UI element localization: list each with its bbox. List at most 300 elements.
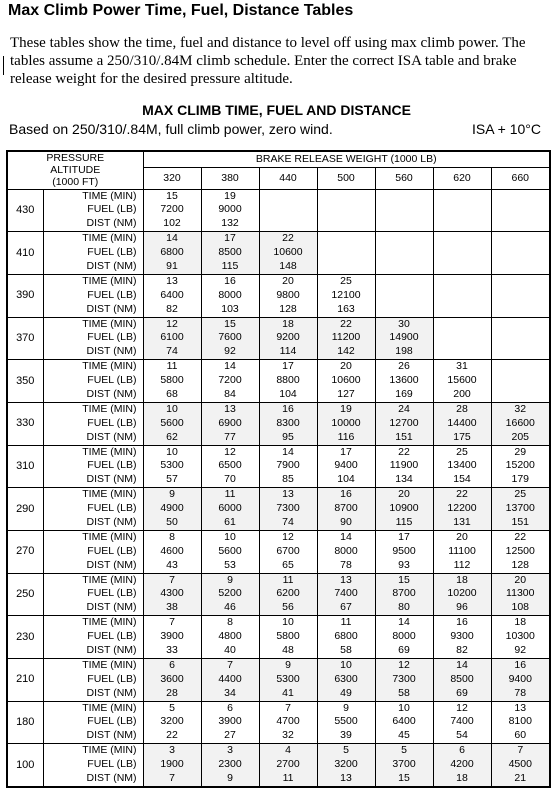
value-cell — [375, 360, 433, 403]
fuel-value: 9200 — [276, 331, 300, 344]
value-cell — [201, 616, 259, 659]
value-cell — [375, 573, 433, 616]
distance-value: 84 — [224, 387, 236, 400]
value-cell — [317, 744, 375, 787]
value-cell — [317, 274, 375, 317]
time-value: 11 — [224, 488, 236, 501]
value-cell — [375, 488, 433, 531]
table-row — [7, 402, 550, 445]
value-cell — [143, 488, 201, 531]
distance-value: 39 — [340, 729, 352, 742]
value-cell — [201, 488, 259, 531]
distance-value: 33 — [166, 644, 178, 656]
time-value: 7 — [227, 658, 233, 671]
time-value: 14 — [282, 445, 294, 458]
row-label: FUEL (LB) — [87, 374, 137, 387]
fuel-value: 5600 — [218, 544, 242, 557]
time-value: 5 — [169, 701, 175, 714]
time-value: 17 — [282, 360, 294, 373]
row-labels-cell — [43, 701, 143, 744]
altitude-cell: 290 — [7, 488, 43, 531]
fuel-value: 7300 — [392, 672, 416, 685]
value-cell — [201, 232, 259, 275]
row-labels-cell — [43, 530, 143, 573]
row-label: DIST (NM) — [86, 772, 137, 785]
value-cell — [317, 658, 375, 701]
distance-value: 11 — [282, 772, 294, 785]
distance-value: 127 — [337, 387, 355, 400]
value-cell — [143, 573, 201, 616]
fuel-value: 4900 — [160, 502, 184, 515]
distance-value: 92 — [514, 644, 527, 656]
time-value: 10 — [166, 402, 178, 415]
value-cell — [143, 402, 201, 445]
distance-value: 45 — [398, 729, 410, 742]
fuel-value: 10000 — [331, 416, 361, 429]
empty-cell — [491, 274, 550, 317]
row-label: TIME (MIN) — [82, 488, 137, 501]
time-value: 13 — [514, 701, 527, 714]
distance-value: 154 — [453, 473, 471, 486]
time-value: 19 — [224, 189, 236, 202]
row-labels-cell — [43, 360, 143, 403]
value-cell — [259, 445, 317, 488]
time-value: 14 — [456, 658, 468, 671]
fuel-value: 6800 — [160, 246, 184, 259]
distance-value: 58 — [340, 644, 352, 656]
fuel-value: 6400 — [160, 288, 184, 301]
value-cell — [201, 402, 259, 445]
altitude-cell: 430 — [7, 189, 43, 232]
time-value: 25 — [514, 488, 527, 501]
distance-value: 74 — [282, 515, 294, 528]
distance-value: 114 — [279, 345, 297, 358]
row-labels-cell — [43, 402, 143, 445]
time-value: 9 — [343, 701, 349, 714]
time-value: 12 — [224, 445, 236, 458]
fuel-value: 15200 — [505, 459, 535, 472]
time-value: 7 — [517, 744, 524, 757]
row-label: DIST (NM) — [86, 345, 137, 358]
row-label: DIST (NM) — [86, 259, 137, 272]
empty-cell — [491, 232, 550, 275]
row-labels-cell — [43, 616, 143, 659]
table-row — [7, 189, 550, 232]
time-value: 15 — [166, 189, 178, 202]
distance-value: 115 — [395, 515, 413, 528]
value-cell — [259, 573, 317, 616]
distance-value: 82 — [166, 302, 178, 315]
fuel-value: 8100 — [508, 715, 532, 728]
section-heading: Max Climb Power Time, Fuel, Distance Tables — [8, 2, 354, 19]
time-value: 24 — [398, 402, 410, 415]
time-value: 8 — [227, 616, 233, 629]
value-cell — [143, 232, 201, 275]
distance-value: 9 — [227, 772, 233, 785]
value-cell — [259, 488, 317, 531]
value-cell — [433, 530, 491, 573]
distance-value: 96 — [456, 601, 468, 614]
value-cell — [201, 658, 259, 701]
distance-value: 148 — [279, 259, 297, 272]
row-label: TIME (MIN) — [82, 360, 137, 373]
fuel-value: 6500 — [218, 459, 242, 472]
value-cell — [433, 488, 491, 531]
fuel-value: 6700 — [276, 544, 300, 557]
intro-paragraph: These tables show the time, fuel and distance to level off using max climb power. The tables assume a 250/310/.84M climb schedule. Enter the correct ISA table and brake release weight for the desired pressure altitude. — [10, 35, 526, 87]
distance-value: 82 — [456, 644, 468, 656]
distance-value: 151 — [511, 515, 530, 528]
distance-value: 104 — [337, 473, 355, 486]
fuel-value: 12500 — [505, 544, 535, 557]
fuel-value: 2300 — [218, 758, 242, 771]
value-cell — [143, 701, 201, 744]
value-cell — [491, 658, 550, 701]
time-value: 6 — [169, 658, 175, 671]
value-cell — [201, 274, 259, 317]
empty-cell — [433, 274, 491, 317]
altitude-header-line: (1000 FT) — [52, 176, 99, 189]
time-value: 11 — [282, 573, 294, 586]
time-value: 29 — [514, 445, 527, 458]
distance-value: 13 — [340, 772, 352, 785]
time-value: 12 — [166, 317, 178, 330]
row-label: FUEL (LB) — [87, 203, 137, 216]
row-label: FUEL (LB) — [87, 630, 137, 643]
time-value: 8 — [169, 530, 175, 543]
value-cell — [433, 402, 491, 445]
distance-value: 58 — [398, 686, 410, 699]
table-row — [7, 274, 550, 317]
value-cell — [201, 189, 259, 232]
time-value: 10 — [224, 530, 236, 543]
row-label: DIST (NM) — [86, 473, 137, 486]
time-value: 26 — [398, 360, 410, 373]
value-cell — [201, 530, 259, 573]
fuel-value: 5800 — [160, 374, 184, 387]
value-cell — [259, 360, 317, 403]
row-label: TIME (MIN) — [82, 189, 137, 202]
row-label: FUEL (LB) — [87, 288, 137, 301]
fuel-value: 14900 — [389, 331, 419, 344]
row-label: TIME (MIN) — [82, 317, 137, 330]
time-value: 20 — [514, 573, 527, 586]
value-cell — [143, 445, 201, 488]
distance-value: 18 — [456, 772, 468, 785]
time-value: 22 — [340, 317, 352, 330]
fuel-value: 7200 — [160, 203, 184, 216]
value-cell — [491, 445, 550, 488]
time-value: 15 — [224, 317, 236, 330]
value-cell — [259, 402, 317, 445]
empty-cell — [375, 274, 433, 317]
distance-value: 78 — [514, 686, 527, 699]
table-row — [7, 445, 550, 488]
fuel-value: 4300 — [160, 587, 184, 600]
value-cell — [143, 189, 201, 232]
altitude-cell: 210 — [7, 658, 43, 701]
row-label: TIME (MIN) — [82, 445, 137, 458]
altitude-cell: 230 — [7, 616, 43, 659]
row-label: FUEL (LB) — [87, 502, 137, 515]
time-value: 10 — [282, 616, 294, 629]
distance-value: 69 — [456, 686, 468, 699]
fuel-value: 4200 — [450, 758, 474, 771]
distance-value: 74 — [166, 345, 178, 358]
distance-value: 7 — [169, 772, 175, 785]
distance-value: 50 — [166, 515, 178, 528]
altitude-header-line: ALTITUDE — [50, 164, 101, 177]
fuel-value: 3600 — [160, 672, 184, 685]
value-cell — [143, 616, 201, 659]
time-value: 6 — [459, 744, 465, 757]
distance-value: 57 — [166, 473, 178, 486]
climb-performance-table — [6, 150, 551, 788]
fuel-value: 9400 — [508, 672, 532, 685]
time-value: 13 — [340, 573, 352, 586]
value-cell — [317, 402, 375, 445]
table-row — [7, 360, 550, 403]
distance-value: 78 — [340, 558, 352, 571]
value-cell — [491, 701, 550, 744]
time-value: 5 — [401, 744, 407, 757]
value-cell — [433, 445, 491, 488]
fuel-value: 3900 — [160, 630, 184, 643]
time-value: 7 — [169, 616, 175, 629]
distance-value: 90 — [340, 515, 352, 528]
distance-value: 205 — [511, 430, 530, 443]
value-cell — [433, 616, 491, 659]
time-value: 3 — [169, 744, 175, 757]
distance-value: 49 — [340, 686, 352, 699]
value-cell — [201, 744, 259, 787]
fuel-value: 10900 — [389, 502, 419, 515]
table-row — [7, 317, 550, 360]
value-cell — [491, 573, 550, 616]
fuel-value: 11300 — [506, 587, 535, 600]
distance-value: 131 — [453, 515, 471, 528]
isa-condition: ISA + 10°C — [471, 121, 541, 137]
distance-value: 151 — [395, 430, 413, 443]
row-label: DIST (NM) — [86, 558, 137, 571]
table-row — [7, 232, 550, 275]
value-cell — [259, 744, 317, 787]
distance-value: 134 — [395, 473, 413, 486]
fuel-value: 3200 — [160, 715, 184, 728]
time-value: 20 — [398, 488, 410, 501]
row-label: DIST (NM) — [86, 217, 137, 230]
row-labels-cell — [43, 445, 143, 488]
value-cell — [491, 744, 550, 787]
distance-value: 48 — [282, 644, 294, 656]
row-label: DIST (NM) — [86, 515, 137, 528]
value-cell — [433, 701, 491, 744]
time-value: 10 — [340, 658, 352, 671]
fuel-value: 6200 — [276, 587, 300, 600]
empty-cell — [433, 232, 491, 275]
empty-cell — [317, 189, 375, 232]
fuel-value: 5800 — [276, 630, 300, 643]
fuel-value: 9800 — [276, 288, 300, 301]
distance-value: 53 — [224, 558, 236, 571]
empty-cell — [375, 232, 433, 275]
fuel-value: 5300 — [276, 672, 300, 685]
distance-value: 67 — [340, 601, 352, 614]
row-labels-cell — [43, 658, 143, 701]
value-cell — [317, 360, 375, 403]
fuel-value: 7900 — [276, 459, 300, 472]
fuel-value: 8500 — [218, 246, 242, 259]
distance-value: 62 — [166, 430, 178, 443]
time-value: 13 — [282, 488, 294, 501]
fuel-value: 15600 — [447, 374, 477, 387]
time-value: 7 — [169, 573, 175, 586]
distance-value: 65 — [282, 558, 294, 571]
distance-value: 163 — [337, 302, 355, 315]
value-cell — [317, 445, 375, 488]
table-row — [7, 701, 550, 744]
altitude-column-header — [7, 151, 143, 189]
value-cell — [143, 744, 201, 787]
table-row — [7, 573, 550, 616]
empty-cell — [259, 189, 317, 232]
fuel-value: 10200 — [447, 587, 477, 600]
fuel-value: 5300 — [160, 459, 184, 472]
value-cell — [201, 317, 259, 360]
row-labels-cell — [43, 488, 143, 531]
fuel-value: 4500 — [508, 758, 532, 771]
distance-value: 70 — [224, 473, 236, 486]
fuel-value: 6300 — [334, 672, 358, 685]
distance-value: 115 — [221, 259, 239, 272]
distance-value: 200 — [453, 387, 471, 400]
distance-value: 91 — [166, 259, 178, 272]
fuel-value: 13600 — [389, 374, 419, 387]
fuel-value: 4400 — [218, 672, 242, 685]
row-label: TIME (MIN) — [82, 232, 137, 245]
fuel-value: 5600 — [160, 416, 184, 429]
time-value: 4 — [285, 744, 291, 757]
fuel-value: 3900 — [218, 715, 242, 728]
time-value: 13 — [166, 274, 178, 287]
fuel-value: 16600 — [505, 416, 535, 429]
time-value: 14 — [224, 360, 236, 373]
value-cell — [491, 616, 550, 659]
value-cell — [143, 658, 201, 701]
distance-value: 21 — [514, 772, 527, 785]
value-cell — [375, 445, 433, 488]
time-value: 20 — [282, 274, 294, 287]
distance-value: 32 — [282, 729, 294, 742]
fuel-value: 8500 — [450, 672, 474, 685]
distance-value: 27 — [224, 729, 236, 742]
value-cell — [375, 317, 433, 360]
altitude-cell: 100 — [7, 744, 43, 787]
value-cell — [491, 530, 550, 573]
value-cell — [259, 317, 317, 360]
distance-value: 93 — [398, 558, 410, 571]
time-value: 11 — [340, 616, 352, 629]
time-value: 5 — [343, 744, 349, 757]
distance-value: 128 — [279, 302, 297, 315]
empty-cell — [491, 317, 550, 360]
time-value: 20 — [340, 360, 352, 373]
time-value: 6 — [227, 701, 233, 714]
time-value: 11 — [166, 360, 178, 373]
row-label: TIME (MIN) — [82, 701, 137, 714]
value-cell — [201, 445, 259, 488]
weight-column-header: 560 — [375, 167, 433, 189]
fuel-value: 10300 — [505, 630, 535, 643]
time-value: 25 — [456, 445, 468, 458]
value-cell — [375, 402, 433, 445]
table-row — [7, 488, 550, 531]
distance-value: 80 — [398, 601, 410, 614]
fuel-value: 7400 — [450, 715, 474, 728]
time-value: 14 — [340, 530, 352, 543]
distance-value: 112 — [453, 558, 471, 571]
fuel-value: 6800 — [334, 630, 358, 643]
time-value: 16 — [224, 274, 236, 287]
time-value: 22 — [514, 530, 527, 543]
altitude-cell: 250 — [7, 573, 43, 616]
altitude-cell: 270 — [7, 530, 43, 573]
fuel-value: 5200 — [218, 587, 242, 600]
row-label: FUEL (LB) — [87, 246, 137, 259]
fuel-value: 8000 — [392, 630, 416, 643]
row-label: TIME (MIN) — [82, 616, 137, 629]
time-value: 9 — [169, 488, 175, 501]
row-label: TIME (MIN) — [82, 402, 137, 415]
row-label: FUEL (LB) — [87, 459, 137, 472]
fuel-value: 12700 — [389, 416, 419, 429]
value-cell — [433, 744, 491, 787]
row-label: DIST (NM) — [86, 644, 137, 656]
time-value: 12 — [456, 701, 468, 714]
fuel-value: 6900 — [218, 416, 242, 429]
time-value: 14 — [398, 616, 410, 629]
value-cell — [259, 274, 317, 317]
time-value: 18 — [282, 317, 294, 330]
time-value: 16 — [456, 616, 468, 629]
empty-cell — [433, 317, 491, 360]
time-value: 28 — [456, 402, 468, 415]
distance-value: 34 — [224, 686, 236, 699]
row-label: TIME (MIN) — [82, 274, 137, 287]
value-cell — [375, 530, 433, 573]
distance-value: 102 — [163, 217, 181, 230]
time-value: 14 — [166, 232, 178, 245]
row-label: FUEL (LB) — [87, 544, 137, 557]
value-cell — [433, 658, 491, 701]
value-cell — [259, 232, 317, 275]
row-label: TIME (MIN) — [82, 658, 137, 671]
value-cell — [375, 701, 433, 744]
fuel-value: 2700 — [276, 758, 300, 771]
fuel-value: 4800 — [218, 630, 242, 643]
fuel-value: 3200 — [334, 758, 358, 771]
distance-value: 142 — [337, 345, 355, 358]
row-label: DIST (NM) — [86, 387, 137, 400]
time-value: 20 — [456, 530, 468, 543]
time-value: 32 — [514, 402, 527, 415]
time-value: 17 — [340, 445, 352, 458]
fuel-value: 9300 — [450, 630, 474, 643]
value-cell — [259, 658, 317, 701]
row-label: FUEL (LB) — [87, 416, 137, 429]
fuel-value: 10600 — [273, 246, 303, 259]
time-value: 9 — [227, 573, 233, 586]
